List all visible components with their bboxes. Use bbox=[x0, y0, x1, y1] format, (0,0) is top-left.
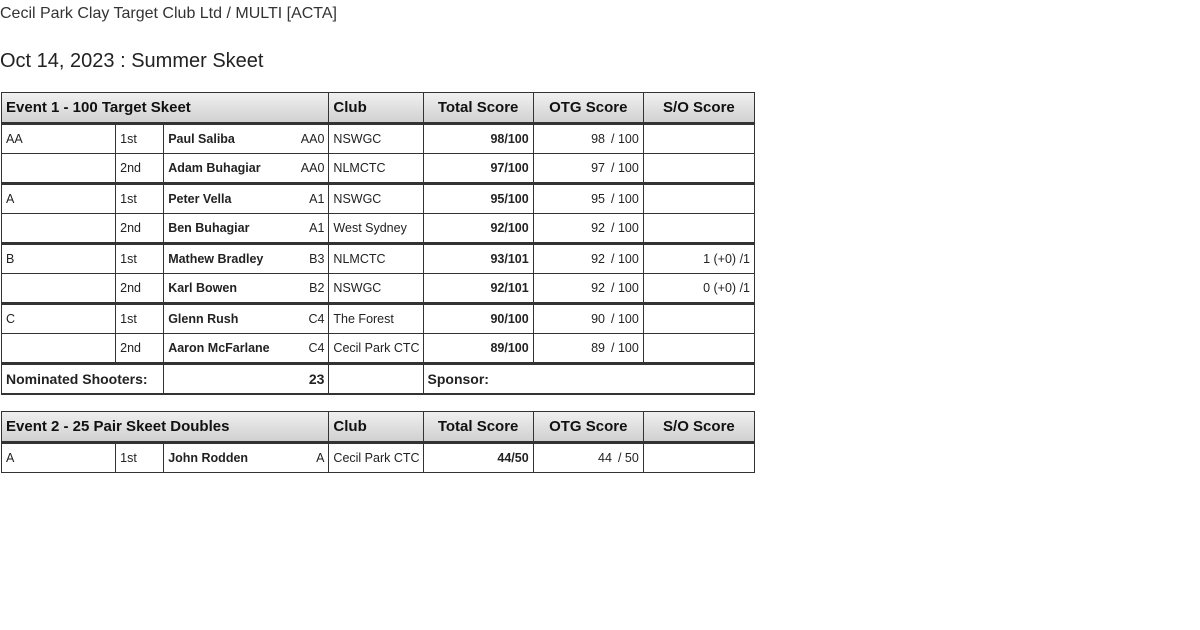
grade-group-cell: C bbox=[2, 304, 116, 334]
table-row bbox=[2, 274, 755, 304]
so-score-cell bbox=[643, 184, 754, 214]
club-cell: NLMCTC bbox=[329, 154, 423, 184]
grade-group-cell bbox=[2, 334, 116, 364]
total-score-column-header: Total Score bbox=[423, 411, 533, 442]
otg-score-cell bbox=[533, 184, 643, 214]
shooter-name: Adam Buhagiar bbox=[168, 161, 261, 175]
otg-score-of: / 100 bbox=[611, 281, 639, 295]
club-name-line: Cecil Park Clay Target Club Ltd / MULTI [ACTA] bbox=[0, 5, 337, 22]
total-score-cell: 92/100 bbox=[423, 214, 533, 244]
total-score-cell: 92/101 bbox=[423, 274, 533, 304]
shooter-grade: B2 bbox=[309, 281, 325, 295]
shooter-grade: C4 bbox=[308, 341, 325, 355]
shooter-cell bbox=[164, 154, 329, 184]
place-cell: 1st bbox=[116, 244, 164, 274]
shooter-name: Aaron McFarlane bbox=[168, 341, 270, 355]
place-cell: 1st bbox=[116, 304, 164, 334]
shooter-cell bbox=[164, 274, 329, 304]
table-row bbox=[2, 304, 755, 334]
nominated-shooters-count: 23 bbox=[164, 364, 329, 394]
results-viewport[interactable] bbox=[0, 92, 760, 482]
place-cell: 1st bbox=[116, 124, 164, 154]
total-score-cell: 95/100 bbox=[423, 184, 533, 214]
event-2-header-row bbox=[2, 411, 755, 442]
table-spacer bbox=[0, 395, 760, 411]
shooter-name: Glenn Rush bbox=[168, 312, 239, 326]
club-cell: West Sydney bbox=[329, 214, 423, 244]
otg-score-value: 92 bbox=[591, 252, 605, 266]
grade-group-cell bbox=[2, 154, 116, 184]
shooter-cell bbox=[164, 334, 329, 364]
grade-group-cell bbox=[2, 274, 116, 304]
otg-score-of: / 100 bbox=[611, 221, 639, 235]
so-score-cell: 1 (+0) /1 bbox=[643, 244, 754, 274]
shooter-name: Karl Bowen bbox=[168, 281, 237, 295]
place-cell: 1st bbox=[116, 184, 164, 214]
club-cell: Cecil Park CTC bbox=[329, 442, 423, 472]
shooter-grade: A bbox=[316, 450, 325, 465]
place-cell: 2nd bbox=[116, 274, 164, 304]
shooter-cell bbox=[164, 124, 329, 154]
otg-score-value: 44 bbox=[598, 450, 612, 465]
so-score-column-header: S/O Score bbox=[643, 93, 754, 124]
nominated-shooters-label: Nominated Shooters: bbox=[2, 364, 164, 394]
otg-score-of: / 100 bbox=[611, 132, 639, 146]
otg-score-cell bbox=[533, 334, 643, 364]
otg-score-cell bbox=[533, 214, 643, 244]
shooter-cell bbox=[164, 184, 329, 214]
so-score-column-header: S/O Score bbox=[643, 411, 754, 442]
otg-score-cell bbox=[533, 244, 643, 274]
club-column-header: Club bbox=[329, 411, 423, 442]
shooter-cell bbox=[164, 304, 329, 334]
table-row bbox=[2, 214, 755, 244]
otg-score-of: / 50 bbox=[617, 450, 639, 465]
otg-score-value: 89 bbox=[591, 341, 605, 355]
otg-score-value: 97 bbox=[591, 161, 605, 175]
shooter-cell bbox=[164, 244, 329, 274]
event-date-title: Oct 14, 2023 : Summer Skeet bbox=[0, 50, 264, 72]
club-cell: NSWGC bbox=[329, 274, 423, 304]
total-score-cell: 89/100 bbox=[423, 334, 533, 364]
grade-group-cell: B bbox=[2, 244, 116, 274]
place-cell: 1st bbox=[116, 442, 164, 472]
otg-score-cell bbox=[533, 124, 643, 154]
place-cell: 2nd bbox=[116, 154, 164, 184]
event-1-footer-row bbox=[2, 364, 755, 394]
so-score-cell bbox=[643, 304, 754, 334]
otg-score-value: 92 bbox=[591, 281, 605, 295]
club-cell: Cecil Park CTC bbox=[329, 334, 423, 364]
otg-score-cell bbox=[533, 154, 643, 184]
table-row bbox=[2, 442, 755, 472]
shooter-grade: B3 bbox=[309, 252, 325, 266]
grade-group-cell: AA bbox=[2, 124, 116, 154]
otg-score-cell bbox=[533, 442, 643, 472]
club-cell: NSWGC bbox=[329, 184, 423, 214]
shooter-name: Ben Buhagiar bbox=[168, 221, 250, 235]
otg-score-value: 95 bbox=[591, 192, 605, 206]
total-score-cell: 44/50 bbox=[423, 442, 533, 472]
club-column-header: Club bbox=[329, 93, 423, 124]
shooter-cell bbox=[164, 442, 329, 472]
so-score-cell bbox=[643, 334, 754, 364]
table-row bbox=[2, 154, 755, 184]
club-cell: The Forest bbox=[329, 304, 423, 334]
otg-score-of: / 100 bbox=[611, 192, 639, 206]
club-cell: NSWGC bbox=[329, 124, 423, 154]
table-row bbox=[2, 244, 755, 274]
so-score-cell: 0 (+0) /1 bbox=[643, 274, 754, 304]
shooter-name: Mathew Bradley bbox=[168, 252, 264, 266]
otg-score-value: 98 bbox=[591, 132, 605, 146]
shooter-name: Paul Saliba bbox=[168, 132, 235, 146]
place-cell: 2nd bbox=[116, 334, 164, 364]
total-score-cell: 98/100 bbox=[423, 124, 533, 154]
so-score-cell bbox=[643, 154, 754, 184]
shooter-name: John Rodden bbox=[168, 450, 249, 465]
table-row bbox=[2, 184, 755, 214]
otg-score-column-header: OTG Score bbox=[533, 411, 643, 442]
event-1-header-row bbox=[2, 93, 755, 124]
shooter-cell bbox=[164, 214, 329, 244]
grade-group-cell: A bbox=[2, 184, 116, 214]
otg-score-value: 90 bbox=[591, 312, 605, 326]
otg-score-cell bbox=[533, 304, 643, 334]
shooter-name: Peter Vella bbox=[168, 192, 232, 206]
otg-score-column-header: OTG Score bbox=[533, 93, 643, 124]
event-1-table bbox=[1, 92, 755, 395]
otg-score-value: 92 bbox=[591, 221, 605, 235]
event-title: Event 1 - 100 Target Skeet bbox=[2, 93, 329, 124]
place-cell: 2nd bbox=[116, 214, 164, 244]
total-score-cell: 90/100 bbox=[423, 304, 533, 334]
otg-score-of: / 100 bbox=[611, 341, 639, 355]
otg-score-cell bbox=[533, 274, 643, 304]
table-row bbox=[2, 334, 755, 364]
grade-group-cell bbox=[2, 214, 116, 244]
so-score-cell bbox=[643, 442, 754, 472]
total-score-column-header: Total Score bbox=[423, 93, 533, 124]
total-score-cell: 93/101 bbox=[423, 244, 533, 274]
shooter-grade: AA0 bbox=[300, 132, 325, 146]
otg-score-of: / 100 bbox=[611, 252, 639, 266]
shooter-grade: C4 bbox=[308, 312, 325, 326]
otg-score-of: / 100 bbox=[611, 161, 639, 175]
event-2-table bbox=[1, 411, 755, 473]
so-score-cell bbox=[643, 124, 754, 154]
table-row bbox=[2, 124, 755, 154]
otg-score-of: / 100 bbox=[611, 312, 639, 326]
club-cell: NLMCTC bbox=[329, 244, 423, 274]
grade-group-cell: A bbox=[2, 442, 116, 472]
shooter-grade: A1 bbox=[309, 192, 325, 206]
footer-empty-cell bbox=[329, 364, 423, 394]
event-title: Event 2 - 25 Pair Skeet Doubles bbox=[2, 411, 329, 442]
so-score-cell bbox=[643, 214, 754, 244]
shooter-grade: A1 bbox=[309, 221, 325, 235]
shooter-grade: AA0 bbox=[300, 161, 325, 175]
sponsor-label: Sponsor: bbox=[423, 364, 754, 394]
total-score-cell: 97/100 bbox=[423, 154, 533, 184]
